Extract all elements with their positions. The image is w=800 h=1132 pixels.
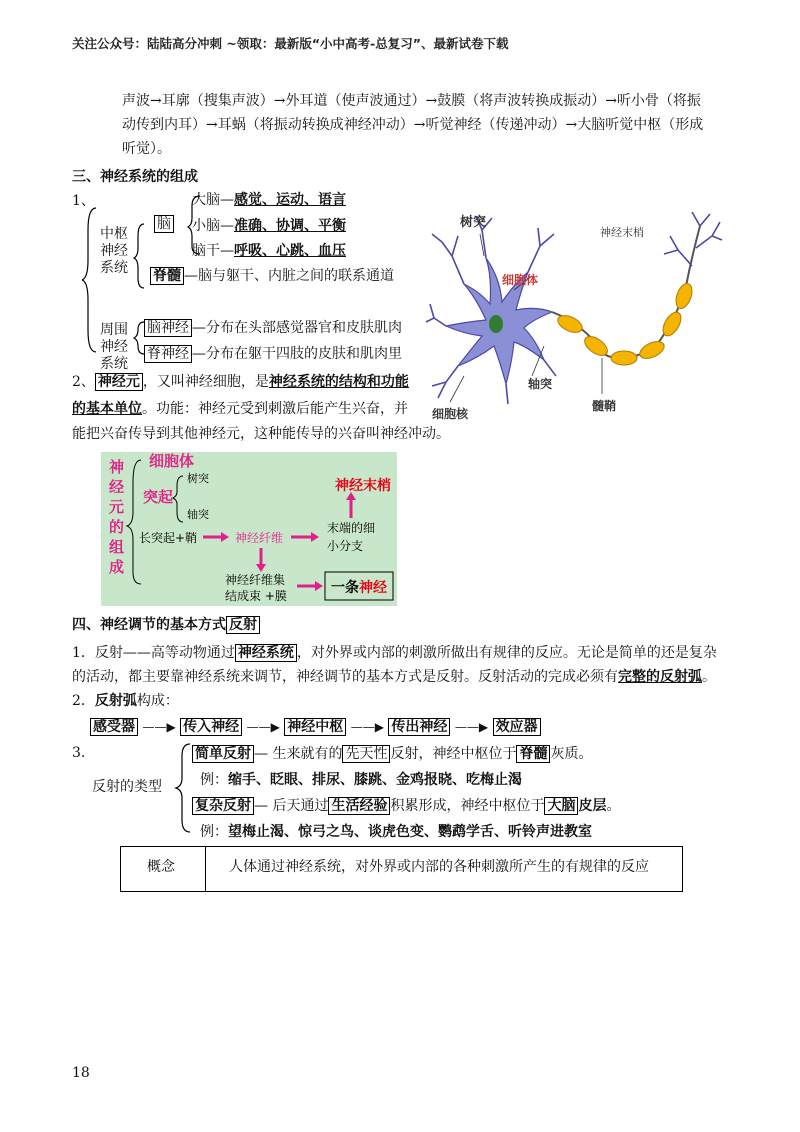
axon-label: 轴突 [528,377,553,391]
vertical-char-3: 元 [109,498,125,516]
intro-line-3: 听觉）。 [122,141,171,157]
vertical-char-4: 的 [109,518,125,536]
spinal-cord-row: 脊髓 —脑与躯干、内脏之间的联系通道 [150,263,394,289]
vertical-char-6: 成 [109,558,125,576]
nucleus-label: 细胞核 [432,407,469,421]
reflex-arc-chain [90,714,541,740]
long-process-text: 长突起+鞘 [139,531,198,545]
page-header: 关注公众号：陆陆高分冲刺 ~领取：最新版“小中高考-总复习”、最新试卷下载 [72,36,509,51]
arc-center: 神经中枢 [284,718,346,736]
arc-arrow-2: ——▶ [246,720,280,734]
cell-body-label: 细胞体 [502,273,539,287]
reflex-types-brace [172,742,192,834]
arc-arrow-1: ——▶ [142,720,176,734]
central-nervous-label: 中枢 神经 系统 [100,226,128,276]
intro-line-1: 声波→耳廓（搜集声波）→外耳道（使声波通过）→鼓膜（将声波转换成振动）→听小骨（将振 [122,93,701,109]
arc-receptor: 感受器 [90,718,138,736]
arc-effector: 效应器 [493,718,541,736]
simple-reflex-examples: 例：缩手、眨眼、排尿、膝跳、金鸡报晓、吃梅止渴 [200,772,522,788]
myelin-label: 髓鞘 [592,399,617,413]
concept-value: 人体通过神经系统，对外界或内部的各种刺激所产生的有规律的反应 [229,859,649,875]
process-text: 突起 [143,488,174,506]
terminal-branch-text-1: 末端的细 [327,521,376,535]
terminal-branch-text-2: 小分支 [327,539,364,553]
item-1-number: 1、 [72,193,95,209]
neuron-line-3: 能把兴奋传导到其他神经元，这种能传导的兴奋叫神经冲动。 [72,426,450,442]
section-3-title: 三、神经系统的组成 [72,169,198,185]
vertical-char-1: 神 [109,458,125,476]
dendrite-label: 树突 [460,215,487,230]
intro-line-2: 动传到内耳）→耳蜗（将振动转换成神经冲动）→听觉神经（传递冲动）→大脑听觉中枢（形成 [122,117,704,133]
complex-reflex-row: 复杂反射 — 后天通过 生活经验 积累形成，神经中枢位于 大脑 皮层。 [192,793,620,819]
bundle-text-1: 神经纤维集 [225,573,286,587]
dendrite-text: 树突 [187,472,209,485]
neuron-line-2: 的基本单位。功能：神经元受到刺激后能产生兴奋，并 [72,401,408,417]
vertical-char-2: 经 [109,478,125,496]
cell-body-text: 细胞体 [149,452,195,470]
spinal-nerve-row: 脊神经 —分布在躯干四肢的皮肤和肌肉里 [144,341,402,367]
cerebellum-row: 小脑—准确、协调、平衡 [192,218,346,234]
neuron-composition-svg [101,452,397,606]
concept-label: 概念 [147,859,175,875]
reflex-types-label: 反射的类型 [92,779,162,795]
reflex-para-line-2: 的活动，都主要靠神经系统来调节，神经调节的基本方式是反射。反射活动的完成必须有完整的反射弧。 [72,669,716,685]
nerve-ending-label: 神经末梢 [600,226,644,239]
brainstem-row: 脑干—呼吸、心跳、血压 [192,243,346,259]
bundle-text-2: 结成束 +膜 [225,589,287,603]
section-4-title: 四、神经调节的基本方式 反射 [72,614,260,634]
simple-reflex-row: 简单反射 — 生来就有的 先天性 反射，神经中枢位于 脊髓 灰质。 [192,741,592,767]
nerve-fiber-text: 神经纤维 [235,531,284,545]
one-nerve-text: 一条神经 [331,580,387,596]
vertical-char-5: 组 [109,538,125,556]
neuron-line-1: 2、 神经元 ，又叫神经细胞，是神经系统的结构和功能 [72,374,409,390]
reflex-para-line-1: 1．反射——高等动物通过 神经系统 ，对外界或内部的刺激所做出有规律的反应。无论是简单的还是复杂 [72,645,717,661]
arc-afferent: 传入神经 [180,718,242,736]
peripheral-nervous-label: 周围 神经 系统 [100,322,128,372]
arc-arrow-3: ——▶ [350,720,384,734]
cerebrum-row: 大脑—感觉、运动、语言 [192,192,346,208]
arc-efferent: 传出神经 [388,718,450,736]
concept-table [120,846,683,892]
nerve-ending-text: 神经末梢 [335,478,391,494]
neuron-figure [424,206,724,422]
item-3-number: 3. [72,745,86,761]
nucleus-shape [489,315,503,333]
reflex-arc-heading: 2．反射弧构成： [72,693,179,709]
brain-label: 脑 [154,214,174,234]
arc-arrow-4: ——▶ [454,720,489,734]
axon-text: 轴突 [187,508,209,521]
page-number: 18 [72,1065,90,1081]
complex-reflex-examples: 例：望梅止渴、惊弓之鸟、谈虎色变、鹦鹉学舌、听铃声进教室 [200,824,592,840]
cranial-nerve-row: 脑神经 —分布在头部感觉器官和皮肤肌肉 [144,315,402,341]
